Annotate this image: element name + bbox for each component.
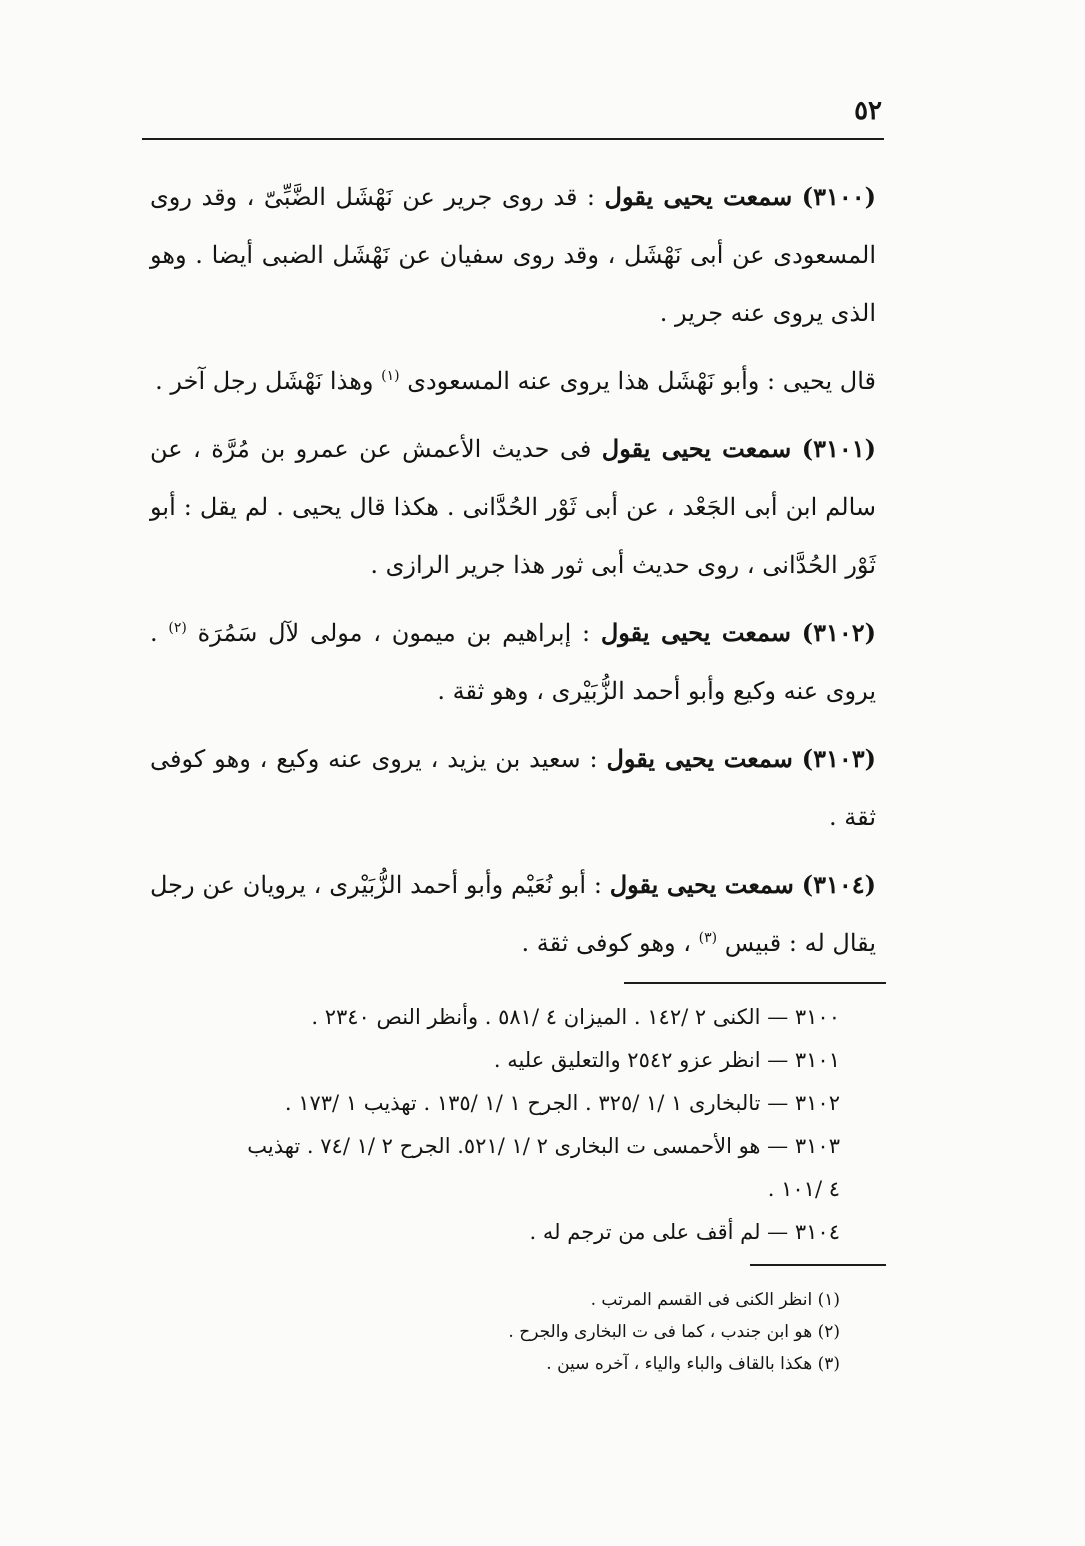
footnote-2: (٢) هو ابن جندب ، كما فى ت البخارى والجرح . [508, 1322, 840, 1342]
note-3101: ٣١٠١ — انظر عزو ٢٥٤٢ والتعليق عليه . [493, 1048, 840, 1072]
entry-text-after: . يروى عنه وكيع وأبو أحمد الزُّبَيْرى ، وهو ثقة . [150, 619, 876, 705]
entry-number: (٣١٠٤) [801, 870, 876, 899]
entry-text: : إبراهيم بن ميمون ، مولى لآل سَمُرَة [197, 619, 601, 647]
footnotes [300, 1284, 840, 1380]
entry-text-after: ، وهو كوفى ثقة . [521, 929, 691, 957]
note-3102: ٣١٠٢ — تالبخارى ١ /١ /٣٢٥ . الجرح ١ /١ /١٣٥ . تهذيب ١ /١٧٣ . [284, 1091, 840, 1115]
paragraph-3100 [150, 168, 876, 342]
paragraph-3103 [150, 730, 876, 846]
footnote-1: (١) انظر الكنى فى القسم المرتب . [590, 1290, 840, 1310]
note-3104: ٣١٠٤ — لم أقف على من ترجم له . [529, 1220, 840, 1244]
entry-number: (٣١٠١) [801, 434, 876, 463]
paragraph-3104 [150, 856, 876, 972]
entry-lead: سمعت يحيى يقول [600, 618, 791, 647]
entry-text-after: وهذا نَهْشَل رجل آخر . [155, 367, 374, 395]
entry-lead: سمعت يحيى يقول [606, 744, 793, 773]
entry-text: : أبو نُعَيْم وأبو أحمد الزُّبَيْرى ، يرويان عن رجل يقال له : قبيس [150, 871, 876, 957]
entry-number: (٣١٠٢) [801, 618, 876, 647]
notes-divider [624, 982, 886, 984]
footnote-ref: (٣) [698, 930, 718, 946]
entry-number: (٣١٠٣) [801, 744, 876, 773]
paragraph-3101 [150, 420, 876, 594]
entry-number: (٣١٠٠) [801, 182, 876, 211]
entry-text: فى حديث الأعمش عن عمرو بن مُرَّة ، عن سالم ابن أبى الجَعْد ، عن أبى ثَوْر الحُدَّانى . هكذا قال يحيى . لم يقل : أبو ثَوْر الحُدَّانى ، روى حديث أبى ثور هذا جرير الرازى . [150, 435, 876, 579]
entry-lead: سمعت يحيى يقول [601, 434, 792, 463]
footnote-ref: (١) [381, 368, 400, 384]
entry-text: قال يحيى : وأبو نَهْشَل هذا يروى عنه المسعودى [407, 367, 876, 395]
top-divider [142, 138, 884, 140]
main-text [150, 168, 876, 982]
entry-lead: سمعت يحيى يقول [609, 870, 794, 899]
entry-text: : سعيد بن يزيد ، يروى عنه وكيع ، وهو كوفى ثقة . [150, 745, 876, 831]
commentary-notes [150, 996, 840, 1254]
note-3103: ٣١٠٣ — هو الأحمسى ت البخارى ٢ /١ /٥٢١. الجرح ٢ /١ /٧٤ . تهذيب [247, 1134, 840, 1158]
note-3103-continued: ٤ /١٠١ . [767, 1177, 840, 1201]
footnotes-divider [750, 1264, 886, 1266]
paragraph-3102 [150, 604, 876, 720]
paragraph-yahya-note [150, 352, 876, 410]
note-3100: ٣١٠٠ — الكنى ٢ /١٤٢ . الميزان ٤ /٥٨١ . وأنظر النص ٢٣٤٠ . [311, 1005, 840, 1029]
page-number: ٥٢ [854, 96, 882, 126]
entry-text: : قد روى جرير عن نَهْشَل الضَّبِّىّ ، وقد روى المسعودى عن أبى نَهْشَل ، وقد روى سفيان عن نَهْشَل الضبى أيضا . وهو الذى يروى عنه جرير . [150, 183, 876, 327]
footnote-3: (٣) هكذا بالقاف والباء والياء ، آخره سين . [546, 1354, 840, 1374]
footnote-ref: (٢) [168, 620, 187, 636]
entry-lead: سمعت يحيى يقول [604, 182, 793, 211]
